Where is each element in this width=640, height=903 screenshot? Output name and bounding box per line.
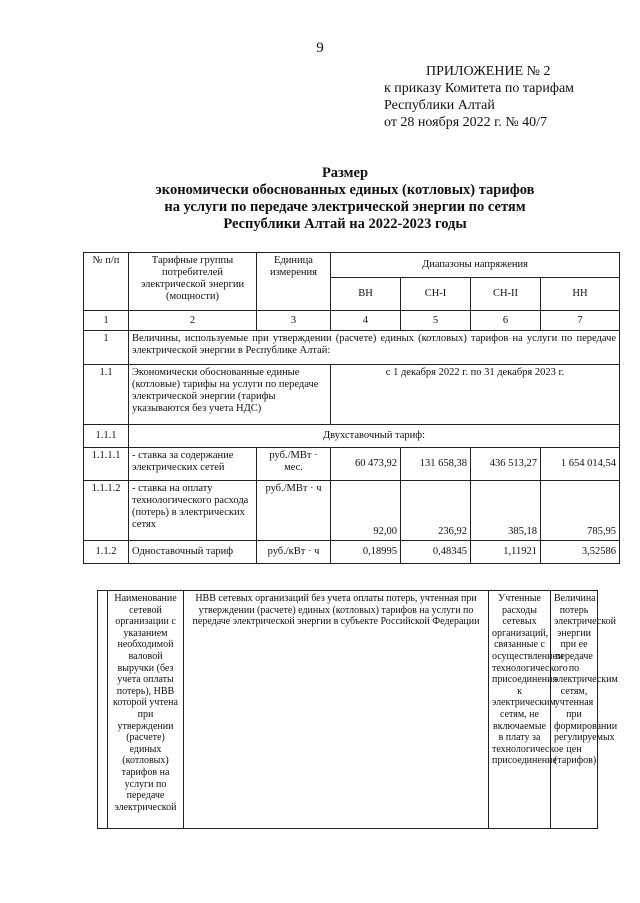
row-num: 1.1.1.1 [84, 448, 129, 481]
header-voltage-ranges: Диапазоны напряжения [331, 253, 620, 278]
network-organizations-table [97, 590, 618, 829]
row-text: Экономически обоснованные единые (котловые) тарифы на услуги по передаче электрической энергии (тарифы указываются без учета НДС) [129, 365, 331, 425]
value-nn: 1 654 014,54 [541, 448, 620, 481]
header-organization-name: Наименование сетевой организации с указанием необходимой валовой выручки (без учета оплаты потерь), НВВ которой учтена при утверждении (расчете) единых (котловых) тарифов на услуги по передаче электрической [108, 591, 184, 829]
value-sn1: 236,92 [401, 481, 471, 541]
document-title [90, 165, 600, 233]
appendix-order-line: к приказу Комитета по тарифам [384, 81, 575, 96]
appendix-header [384, 63, 574, 131]
header-groups: Тарифные группы потребителей электрической энергии (мощности) [129, 253, 257, 311]
row-name: - ставка за содержание электрических сетей [129, 448, 257, 481]
table-header-row [84, 253, 620, 278]
value-vn: 60 473,92 [331, 448, 401, 481]
colnum: 3 [257, 311, 331, 331]
value-sn2: 385,18 [471, 481, 541, 541]
value-vn: 0,18995 [331, 541, 401, 564]
value-vn: 92,00 [331, 481, 401, 541]
header-sn1: СН-I [401, 278, 471, 311]
colnum: 6 [471, 311, 541, 331]
row-num: 1.1 [84, 365, 129, 425]
appendix-title: ПРИЛОЖЕНИЕ № 2 [426, 64, 551, 79]
row-num: 1 [84, 331, 129, 365]
table2-header-row [98, 591, 598, 829]
title-line: экономически обоснованных единых (котловых) тарифов [155, 182, 535, 198]
header-vn: ВН [331, 278, 401, 311]
colnum: 7 [541, 311, 620, 331]
page-number: 9 [316, 40, 324, 56]
title-line: Республики Алтай на 2022-2023 годы [223, 216, 467, 232]
appendix-republic-line: Республики Алтай [384, 98, 495, 113]
table-row [84, 365, 620, 425]
header-nn: НН [541, 278, 620, 311]
table-row [84, 541, 620, 564]
header-nvv: НВВ сетевых организаций без учета оплаты потерь, учтенная при утверждении (расчете) единых (котловых) тарифов на услуги по передаче электрической энергии в субъекте Российской Федерации [184, 591, 489, 829]
colnum: 5 [401, 311, 471, 331]
row-num: 1.1.1.2 [84, 481, 129, 541]
column-number-row [84, 311, 620, 331]
table-row [84, 448, 620, 481]
empty-cell [98, 591, 108, 829]
title-line: на услуги по передаче электрической энергии по сетям [164, 199, 526, 215]
value-sn2: 436 513,27 [471, 448, 541, 481]
row-name: - ставка на оплату технологического расхода (потерь) в электрических сетях [129, 481, 257, 541]
header-unit: Единица измерения [257, 253, 331, 311]
row-num: 1.1.1 [84, 425, 129, 448]
colnum: 4 [331, 311, 401, 331]
header-connection-costs: Учтенные расходы сетевых организаций, связанные с осуществлением технологического присоединения к электрическим сетям, не включаемые в плату за технологическое присоединение [489, 591, 551, 829]
value-sn2: 1,11921 [471, 541, 541, 564]
colnum: 2 [129, 311, 257, 331]
appendix-date-line: от 28 ноября 2022 г. № 40/7 [384, 115, 548, 130]
row-unit: руб./кВт · ч [257, 541, 331, 564]
value-sn1: 0,48345 [401, 541, 471, 564]
row-unit: руб./МВт · ч [257, 481, 331, 541]
row-period: с 1 декабря 2022 г. по 31 декабря 2023 г. [331, 365, 620, 425]
value-nn: 3,52586 [541, 541, 620, 564]
row-text: Двухставочный тариф: [129, 425, 620, 448]
header-energy-losses: Величина потерь электрической энергии при ее передаче по электрическим сетям, учтенная при формировании регулируемых цен (тарифов) [551, 591, 598, 829]
table-row [84, 331, 620, 365]
value-nn: 785,95 [541, 481, 620, 541]
row-unit: руб./МВт · мес. [257, 448, 331, 481]
table-row [84, 481, 620, 541]
colnum: 1 [84, 311, 129, 331]
value-sn1: 131 658,38 [401, 448, 471, 481]
row-text: Величины, используемые при утверждении (расчете) единых (котловых) тарифов на услуги по передаче электрической энергии в Республике Алтай: [129, 331, 620, 365]
header-num: № п/п [84, 253, 129, 311]
tariff-table [83, 252, 620, 564]
title-line: Размер [321, 165, 369, 181]
row-name: Одноставочный тариф [129, 541, 257, 564]
table-row [84, 425, 620, 448]
header-sn2: СН-II [471, 278, 541, 311]
row-num: 1.1.2 [84, 541, 129, 564]
